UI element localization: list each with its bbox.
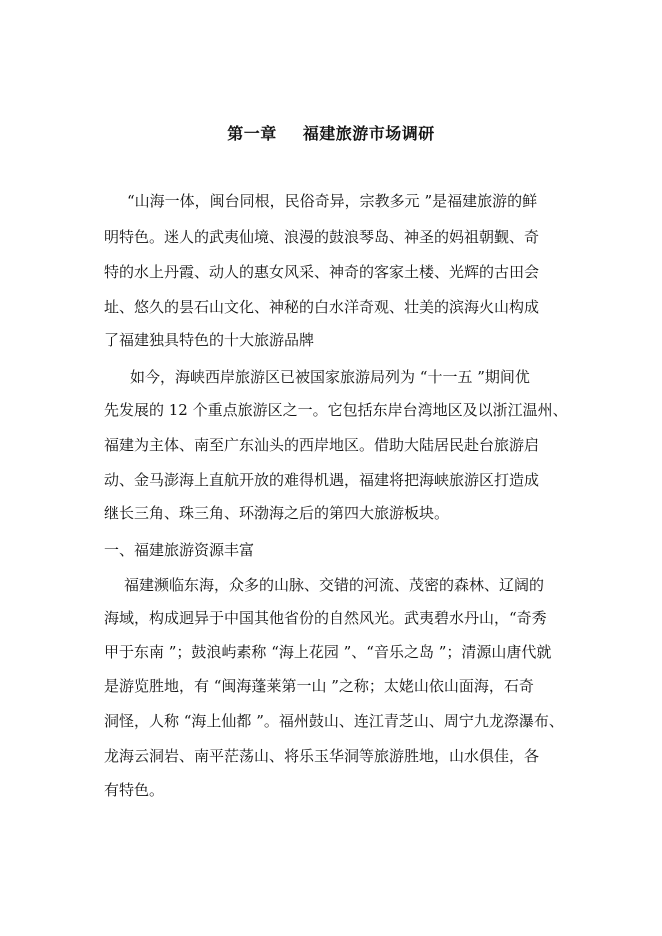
- paragraph-2-line: 福建为主体、南至广东汕头的西岸地区。借助大陆居民赴台旅游启: [104, 436, 540, 454]
- paragraph-3-line: 海域，构成迥异于中国其他省份的自然风光。武夷碧水丹山，“奇秀: [104, 609, 547, 627]
- paragraph-3-line: 龙海云洞岩、南平茫荡山、将乐玉华洞等旅游胜地，山水俱佳，各: [104, 747, 540, 765]
- paragraph-3-line: 洞怪，人称 “海上仙都 ”。福州鼓山、连江青芝山、周宁九龙漈瀑布、: [104, 712, 564, 730]
- section-heading: 一、福建旅游资源丰富: [104, 541, 255, 559]
- paragraph-1-line: 了福建独具特色的十大旅游品牌: [104, 331, 315, 349]
- paragraph-3-line: 甲于东南 ”；鼓浪屿素称 “海上花园 ”、“音乐之岛 ”；清源山唐代就: [104, 643, 552, 661]
- paragraph-3-line: 福建濒临东海，众多的山脉、交错的河流、茂密的森林、辽阔的: [124, 576, 545, 594]
- paragraph-1-line: 址、悠久的昙石山文化、神秘的白水洋奇观、壮美的滨海火山构成: [104, 298, 540, 316]
- paragraph-1-line: 明特色。迷人的武夷仙境、浪漫的鼓浪琴岛、神圣的妈祖朝觐、奇: [104, 228, 540, 246]
- page-title: [0, 121, 662, 144]
- chapter-name: 福建旅游市场调研: [302, 124, 435, 143]
- paragraph-1-line: 特的水上丹霞、动人的惠女风采、神奇的客家土楼、光辉的古田会: [104, 263, 540, 281]
- paragraph-2-line: 继长三角、珠三角、环渤海之后的第四大旅游板块。: [104, 504, 450, 522]
- paragraph-2-line: 先发展的 12 个重点旅游区之一。它包括东岸台湾地区及以浙江温州、: [104, 401, 568, 419]
- paragraph-2-line: 动、金马澎海上直航开放的难得机遇，福建将把海峡旅游区打造成: [104, 471, 540, 489]
- paragraph-3-line: 有特色。: [104, 781, 165, 799]
- paragraph-3-line: 是游览胜地，有 “闽海蓬莱第一山 ”之称；太姥山依山面海，石奇: [104, 677, 534, 695]
- paragraph-2-line: 如今，海峡西岸旅游区已被国家旅游局列为 “十一五 ”期间优: [130, 368, 530, 386]
- chapter-number: 第一章: [227, 124, 277, 143]
- paragraph-1-line: “山海一体，闽台同根，民俗奇异，宗教多元 ”是福建旅游的鲜: [127, 192, 538, 210]
